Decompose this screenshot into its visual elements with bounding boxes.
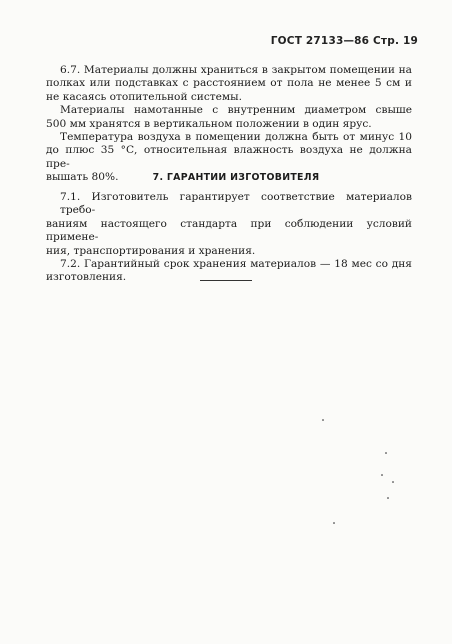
scan-speck [385,452,387,454]
scan-speck [392,481,394,483]
section-6-text [46,64,412,185]
text-line: 6.7. Материалы должны храниться в закрытом помещении на [60,64,412,76]
text-line: ния, транспортирования и хранения. [46,244,256,257]
paragraph-wound-materials [46,104,412,131]
text-line: 500 мм хранятся в вертикальном положении в один ярус. [46,117,372,130]
text-line: до плюс 35 °С, относительная влажность воздуха не должна пре- [46,144,412,170]
scan-speck [381,474,383,476]
paragraph-6-7 [46,64,412,104]
scan-speck [387,497,389,499]
text-line: не касаясь отопительной системы. [46,90,242,103]
paragraph-7-1 [46,191,412,258]
text-line: ваниям настоящего стандарта при соблюдении условий примене- [46,217,412,244]
scan-speck [333,522,335,524]
text-line: 7.2. Гарантийный срок хранения материалов — 18 мес со дня [60,258,412,271]
section-7-title: 7. ГАРАНТИИ ИЗГОТОВИТЕЛЯ [152,172,320,183]
standard-number: ГОСТ 27133—86 [270,35,370,47]
end-rule [200,280,252,281]
text-line: Материалы намотанные с внутренним диаметром свыше [60,104,412,117]
section-7-text [46,191,412,285]
text-line: вышать 80%. [46,171,119,184]
text-line: полках или подставках с расстоянием от пола не менее 5 см и [46,77,412,90]
text-line: Температура воздуха в помещении должна быть от минус 10 [60,131,412,144]
page-header [271,35,418,47]
text-line: 7.1. Изготовитель гарантирует соответствие материалов требо- [60,191,412,217]
scan-speck [322,419,324,421]
text-line: изготовления. [46,271,127,284]
page-number: Стр. 19 [373,35,418,47]
